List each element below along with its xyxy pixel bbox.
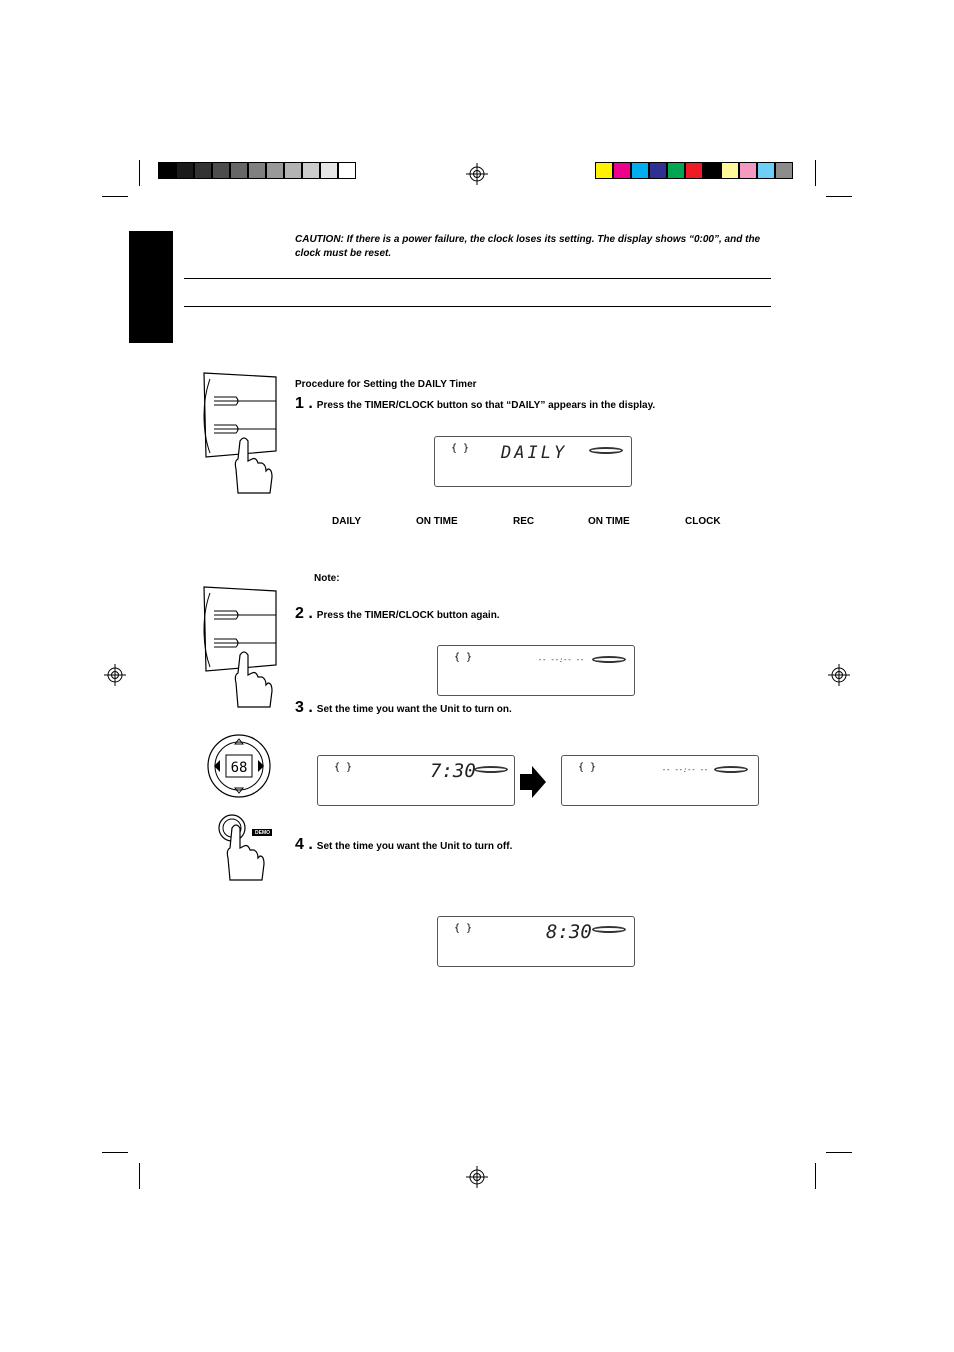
color-swatch bbox=[685, 162, 703, 179]
step-text: Set the time you want the Unit to turn on. bbox=[316, 704, 512, 715]
process-color-bar bbox=[595, 162, 793, 179]
display-bracket: { } bbox=[334, 762, 353, 773]
step-3 bbox=[295, 699, 512, 717]
arrow-right-icon bbox=[520, 766, 546, 798]
display-main-text: 7:30 bbox=[430, 760, 476, 782]
step-number: 2 . bbox=[295, 605, 313, 622]
step-2 bbox=[295, 605, 500, 623]
timer-indicator-icon bbox=[714, 766, 748, 773]
color-swatch bbox=[739, 162, 757, 179]
display-daily bbox=[434, 436, 632, 487]
display-on-time-blank bbox=[437, 645, 635, 696]
step-text: Press the TIMER/CLOCK button so that “DAILY” appears in the display. bbox=[316, 400, 656, 411]
color-swatch bbox=[248, 162, 266, 179]
color-swatch bbox=[338, 162, 356, 179]
crop-mark bbox=[815, 160, 816, 186]
note-label: Note: bbox=[314, 573, 340, 584]
crop-mark bbox=[139, 1163, 140, 1189]
display-bracket: { } bbox=[454, 652, 473, 663]
display-main-text: 8:30 bbox=[546, 921, 592, 943]
display-bracket: { } bbox=[451, 443, 470, 454]
crop-mark bbox=[102, 196, 128, 197]
crop-mark bbox=[815, 1163, 816, 1189]
divider bbox=[184, 306, 771, 307]
color-swatch bbox=[284, 162, 302, 179]
step-4 bbox=[295, 836, 512, 854]
step-number: 1 . bbox=[295, 395, 313, 412]
display-off-time-set bbox=[437, 916, 635, 967]
color-swatch bbox=[595, 162, 613, 179]
color-swatch bbox=[302, 162, 320, 179]
unit-button-press-icon bbox=[200, 371, 280, 496]
demo-button-label: DEMO bbox=[255, 830, 270, 836]
sequence-label: CLOCK bbox=[685, 516, 721, 527]
display-on-time-set bbox=[317, 755, 515, 806]
sequence-label: REC bbox=[513, 516, 535, 527]
crop-mark bbox=[826, 1152, 852, 1153]
unit-button-press-icon bbox=[200, 585, 280, 710]
display-off-time-blank bbox=[561, 755, 759, 806]
sequence-label: DAILY bbox=[332, 516, 362, 527]
timer-indicator-icon bbox=[589, 447, 623, 454]
color-swatch bbox=[613, 162, 631, 179]
registration-mark-icon bbox=[828, 664, 850, 686]
sequence-label: ON TIME bbox=[416, 516, 458, 527]
color-swatch bbox=[631, 162, 649, 179]
grayscale-color-bar bbox=[158, 162, 356, 179]
procedure-heading: Procedure for Setting the DAILY Timer bbox=[295, 379, 477, 390]
registration-mark-icon bbox=[466, 163, 488, 185]
timer-indicator-icon bbox=[474, 766, 508, 773]
sequence-label: ON TIME bbox=[588, 516, 630, 527]
display-bracket: { } bbox=[578, 762, 597, 773]
display-bracket: { } bbox=[454, 923, 473, 934]
color-swatch bbox=[230, 162, 248, 179]
display-main-text: -- --:-- -- bbox=[662, 766, 709, 774]
registration-mark-icon bbox=[104, 664, 126, 686]
crop-mark bbox=[139, 160, 140, 186]
display-main-text: -- --:-- -- bbox=[538, 656, 585, 664]
color-swatch bbox=[194, 162, 212, 179]
language-tab bbox=[129, 231, 173, 343]
color-swatch bbox=[176, 162, 194, 179]
step-1 bbox=[295, 395, 655, 413]
color-swatch bbox=[649, 162, 667, 179]
step-text: Press the TIMER/CLOCK button again. bbox=[316, 610, 500, 621]
caution-text: CAUTION: If there is a power failure, the clock loses its setting. The display shows “0:00”, and the clock must be reset. bbox=[295, 234, 761, 259]
display-main-text: DAILY bbox=[501, 443, 568, 463]
divider bbox=[184, 278, 771, 279]
svg-text:68: 68 bbox=[230, 760, 248, 776]
step-text: Set the time you want the Unit to turn off. bbox=[316, 841, 513, 852]
step-number: 4 . bbox=[295, 836, 313, 853]
color-swatch bbox=[212, 162, 230, 179]
color-swatch bbox=[721, 162, 739, 179]
multi-control-dial-icon bbox=[206, 733, 272, 799]
registration-mark-icon bbox=[466, 1166, 488, 1188]
color-swatch bbox=[320, 162, 338, 179]
timer-indicator-icon bbox=[592, 656, 626, 663]
crop-mark bbox=[102, 1152, 128, 1153]
color-swatch bbox=[757, 162, 775, 179]
color-swatch bbox=[667, 162, 685, 179]
color-swatch bbox=[775, 162, 793, 179]
demo-button-press-icon bbox=[216, 812, 276, 882]
crop-mark bbox=[826, 196, 852, 197]
color-swatch bbox=[703, 162, 721, 179]
step-number: 3 . bbox=[295, 699, 313, 716]
timer-indicator-icon bbox=[592, 926, 626, 933]
color-swatch bbox=[266, 162, 284, 179]
color-swatch bbox=[158, 162, 176, 179]
